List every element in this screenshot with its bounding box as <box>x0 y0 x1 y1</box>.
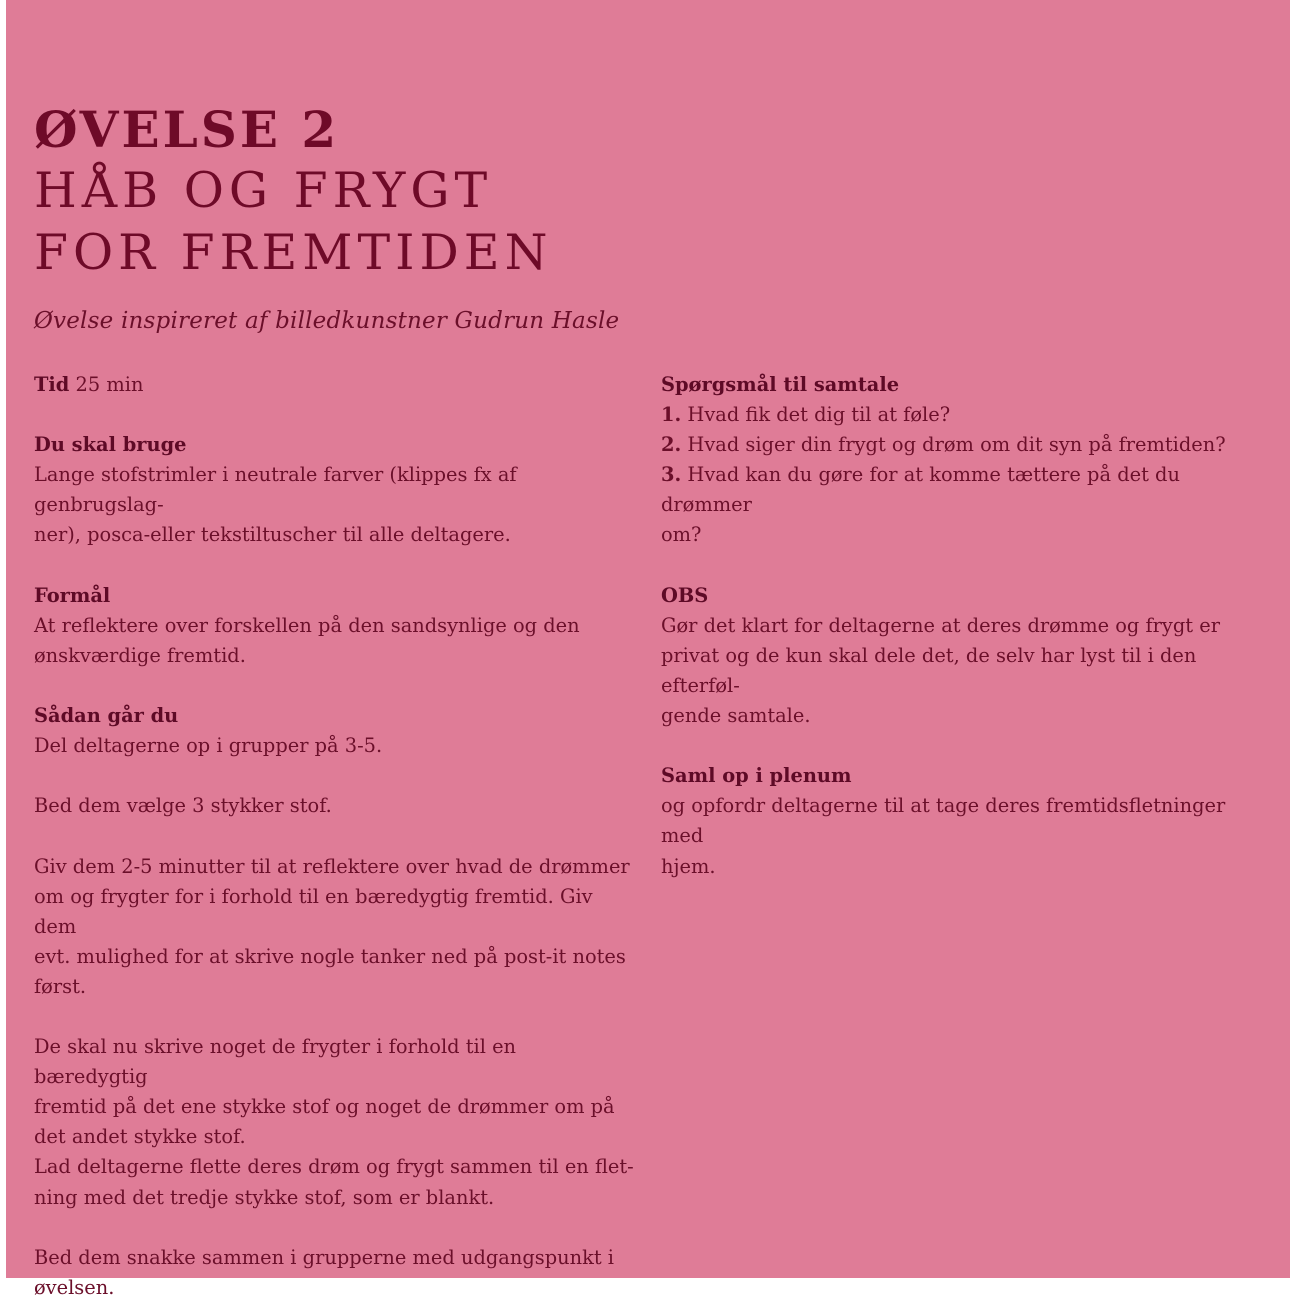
purpose-heading: Formål <box>34 583 111 607</box>
howto-step-5-line-1: Bed dem snakke sammen i grupperne med udgangspunkt i <box>34 1245 614 1269</box>
plenum-heading: Saml op i plenum <box>661 764 852 788</box>
page <box>6 0 1290 1299</box>
subtitle: Øvelse inspireret af billedkunstner Gudrun Hasle <box>34 308 620 334</box>
howto-step-5-line-2: øvelsen. <box>34 1275 115 1299</box>
question-3-continued: om? <box>661 523 702 547</box>
plenum-text-1: og opfordr deltagerne til at tage deres fremtidsfletninger med <box>661 794 1226 848</box>
howto-step-4-line-2: fremtid på det ene stykke stof og noget de drømmer om på <box>34 1095 615 1119</box>
question-2-number: 2. <box>661 433 682 457</box>
time-label: Tid <box>34 373 70 396</box>
obs-text-2: privat og de kun skal dele det, de selv har lyst til i den efterføl- <box>661 643 1197 697</box>
howto-step-1: Del deltagerne op i grupper på 3-5. <box>34 734 383 758</box>
question-1-text: Hvad fik det dig til at føle? <box>681 403 951 427</box>
obs-text-3: gende samtale. <box>661 704 811 728</box>
question-2-text: Hvad siger din frygt og drøm om dit syn på fremtiden? <box>681 433 1226 457</box>
howto-step-4-line-4: Lad deltagerne flette deres drøm og frygt sammen til en flet- <box>34 1155 634 1179</box>
question-1 <box>661 400 1271 430</box>
materials-text-2: ner), posca-eller tekstiltuscher til alle deltagere. <box>34 523 511 547</box>
question-1-number: 1. <box>661 403 682 427</box>
title-block <box>34 100 552 284</box>
exercise-number-title: ØVELSE 2 <box>34 100 340 159</box>
questions-heading: Spørgsmål til samtale <box>661 373 900 396</box>
left-column <box>34 370 634 1303</box>
howto-step-3-line-3: evt. mulighed for at skrive nogle tanker ned på post-it notes <box>34 944 626 968</box>
howto-heading: Sådan går du <box>34 704 179 728</box>
howto-step-4-line-5: ning med det tredje stykke stof, som er blankt. <box>34 1185 495 1209</box>
howto-step-2: Bed dem vælge 3 stykker stof. <box>34 794 332 818</box>
howto-step-3-line-4: først. <box>34 974 87 998</box>
obs-text-1: Gør det klart for deltagerne at deres drømme og frygt er <box>661 613 1220 637</box>
right-column <box>661 370 1271 882</box>
materials-text-1: Lange stofstrimler i neutrale farver (klippes fx af genbrugslag- <box>34 463 517 517</box>
question-3-number: 3. <box>661 463 682 487</box>
question-3 <box>661 460 1271 520</box>
howto-step-3-line-2: om og frygter for i forhold til en bæredygtig fremtid. Giv dem <box>34 884 593 938</box>
materials-heading: Du skal bruge <box>34 433 187 457</box>
purpose-text-2: ønskværdige fremtid. <box>34 643 246 667</box>
howto-step-4-line-1: De skal nu skrive noget de frygter i forhold til en bæredygtig <box>34 1035 517 1089</box>
howto-step-4-line-3: det andet stykke stof. <box>34 1125 246 1149</box>
exercise-title-line-2: FOR FREMTIDEN <box>34 224 553 281</box>
question-2 <box>661 430 1271 460</box>
plenum-text-2: hjem. <box>661 854 716 878</box>
question-3-text: Hvad kan du gøre for at komme tættere på det du drømmer <box>661 463 1180 517</box>
time-row <box>34 370 634 400</box>
obs-heading: OBS <box>661 583 709 607</box>
howto-step-3-line-1: Giv dem 2-5 minutter til at reflektere over hvad de drømmer <box>34 854 630 878</box>
time-value: 25 min <box>69 373 144 396</box>
purpose-text-1: At reflektere over forskellen på den sandsynlige og den <box>34 613 580 637</box>
exercise-title-line-1: HÅB OG FRYGT <box>34 162 493 219</box>
